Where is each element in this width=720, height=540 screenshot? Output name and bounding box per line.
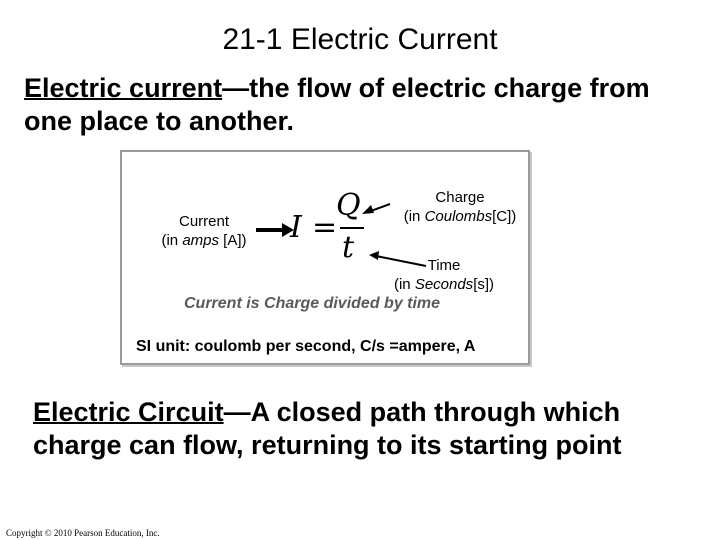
charge-label bbox=[390, 188, 530, 226]
current-label-text: Current bbox=[178, 213, 230, 230]
current-label bbox=[152, 212, 256, 250]
time-arrow-head bbox=[369, 251, 379, 260]
term-electric-current: Electric current bbox=[24, 73, 223, 103]
charge-unit: (in Coulombs[C]) bbox=[403, 208, 517, 225]
formula-time-symbol: t bbox=[342, 230, 355, 265]
time-label-text: Time bbox=[427, 257, 461, 274]
electric-current-definition bbox=[24, 72, 650, 138]
definition-text: —the flow of electric charge from bbox=[222, 73, 650, 103]
formula-caption: Current is Charge divided by time bbox=[184, 295, 441, 312]
electric-circuit-definition bbox=[33, 396, 622, 462]
si-unit-text: SI unit: coulomb per second, C/s =ampere, A bbox=[136, 338, 476, 355]
term-electric-circuit: Electric Circuit bbox=[33, 397, 224, 427]
definition-text: —A closed path through which bbox=[223, 397, 621, 427]
copyright-notice: Copyright © 2010 Pearson Education, Inc. bbox=[6, 528, 160, 538]
definition-line bbox=[33, 396, 622, 429]
formula-current-symbol: I bbox=[290, 210, 302, 245]
charge-label-text: Charge bbox=[435, 189, 485, 206]
charge-arrow-head bbox=[362, 205, 374, 214]
definition-line bbox=[24, 72, 650, 105]
formula-equals-sign: = bbox=[312, 210, 338, 245]
current-unit: (in amps [A]) bbox=[161, 232, 247, 249]
formula-charge-symbol: Q bbox=[336, 188, 361, 223]
time-unit: (in Seconds[s]) bbox=[393, 276, 495, 293]
time-label bbox=[382, 256, 506, 294]
slide-title: 21-1 Electric Current bbox=[222, 23, 498, 56]
definition-line: one place to another. bbox=[24, 106, 295, 136]
definition-line: charge can flow, returning to its starting point bbox=[33, 430, 622, 460]
